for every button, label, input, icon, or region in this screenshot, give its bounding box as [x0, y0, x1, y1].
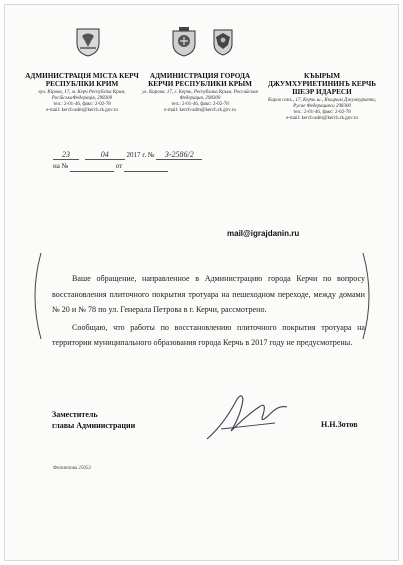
left-bracket-mark: [27, 251, 43, 341]
letter-page: [4, 4, 399, 561]
letterhead-left: [23, 72, 141, 114]
crimea-coat-of-arms-icon: [75, 27, 101, 57]
body-paragraph-2: Сообщаю, что работы по восстановлению плиточного покрытия тротуара на территории муниципального образования города Керчь в 2017 году не предусмотрены.: [52, 322, 365, 347]
ref-from-label: от: [115, 162, 123, 170]
executor-note: Филиппова 25052: [53, 466, 91, 471]
reg-year-label: 2017 г. №: [126, 151, 155, 159]
org-phone: тел.: 2-01-46, факс: 2-02-78: [293, 110, 351, 115]
signatory-title-line2: главы Администрации: [52, 421, 136, 430]
kerch-coat-of-arms-icon: [171, 27, 197, 57]
org-name-russian: АДМИНИСТРАЦИЯ ГОРОДА КЕРЧИ РЕСПУБЛИКИ КРЫМ: [148, 72, 252, 88]
org-email: e-mail: kerch-adm@kerch.rk.gov.ru: [286, 116, 358, 121]
signatory-title-line1: Заместитель: [52, 410, 98, 419]
handwritten-signature-icon: [201, 385, 291, 450]
letterhead-center: [141, 72, 259, 114]
org-name-ukrainian: АДМИНИСТРАЦІЯ МІСТА КЕРЧ РЕСПУБЛІКИ КРИМ: [25, 72, 139, 88]
org-email: e-mail: kerch-adm@kerch.rk.gov.ru: [46, 108, 118, 113]
org-phone: тел.: 2-01-46, факс: 2-02-78: [171, 102, 229, 107]
reg-number: 3-2586/2: [156, 150, 202, 160]
registration-line: [53, 150, 202, 160]
body-paragraph-1: Ваше обращение, направленное в Администрацию города Керчи по вопросу восстановления плиточного покрытия тротуара на пешеходном переходе, между домами № 20 и № 78 по ул. Генерала Петрова в г. Керчи, рассмотрено.: [52, 274, 365, 314]
recipient-email: mail@igrajdanin.ru: [227, 229, 300, 238]
ref-label: на №: [53, 162, 69, 170]
letter-body: [52, 271, 365, 351]
signatory-name: Н.Н.Зотов: [321, 420, 358, 429]
org-address: Киров сокъ., 17, Керчь ш., Къырым Джумхуриети, Русие Федерацияси 298300: [268, 98, 376, 109]
reg-date-day: 23: [53, 150, 79, 160]
org-address: ул. Кирова, 17, г. Керчь, Республика Крым, Российская Федерация, 298300: [142, 90, 258, 101]
org-email: e-mail: kerch-adm@kerch.rk.gov.ru: [164, 108, 236, 113]
russia-coat-of-arms-icon: [210, 27, 236, 57]
org-address: вул. Кірова, 17, м. Керч Республіка Крим, РосійськаФедерація, 298300: [38, 90, 126, 101]
letterhead-right: [263, 72, 381, 122]
org-phone: тел.: 2-01-46, факс: 2-02-78: [53, 102, 111, 107]
reg-date-month: 04: [85, 150, 125, 160]
signatory-title: [52, 409, 135, 431]
org-name-crimean-tatar: КЪЫРЫМ ДЖУМХУРИЕТИНИНЪ КЕРЧЬ ШЕЭР ИДАРЕСИ: [267, 72, 377, 96]
reference-line: [53, 162, 168, 172]
